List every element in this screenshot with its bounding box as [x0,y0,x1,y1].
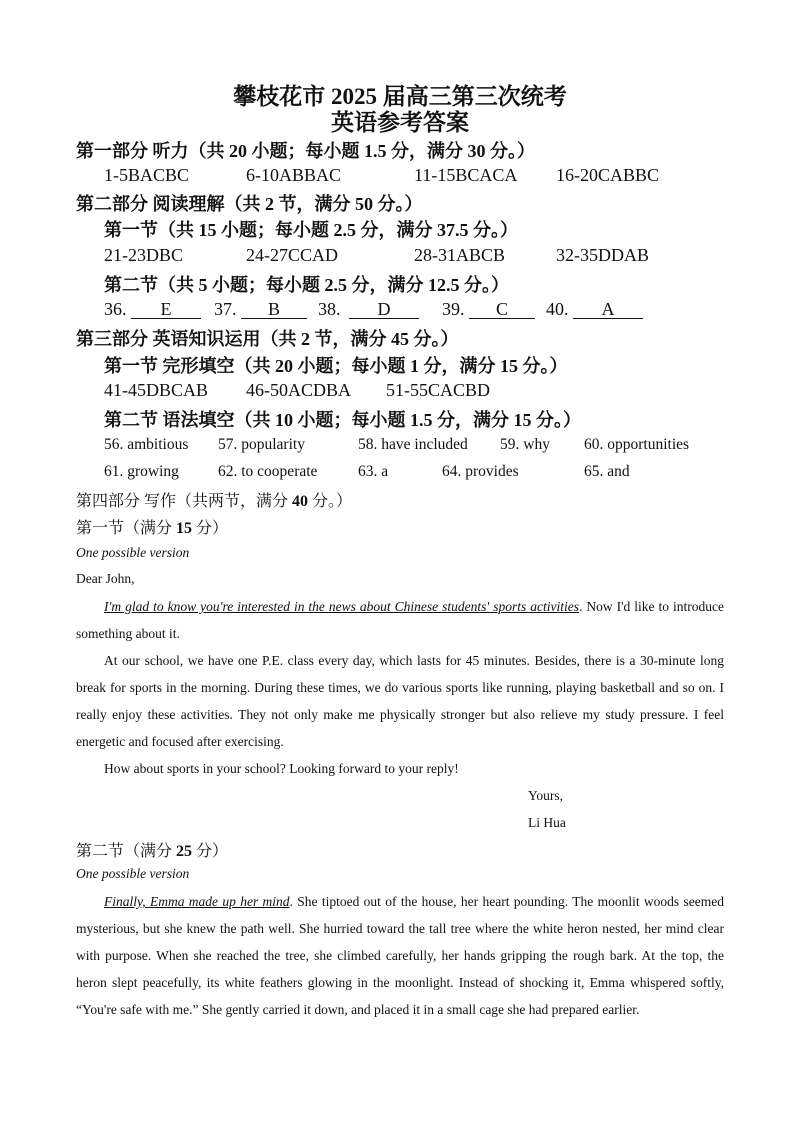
grammar-answer: 64. provides [442,463,519,480]
answer-group: 28-31ABCB [414,245,506,265]
blank-item-37 [214,299,307,320]
answer-group: 6-10ABBAC [246,165,342,185]
grammar-answer: 57. popularity [218,436,305,453]
blank-item-36 [104,299,201,320]
blank-number: 40. [546,299,569,319]
answer-group: 32-35DDAB [556,245,649,265]
grammar-answer: 60. opportunities [584,436,690,453]
blank-answer: A [573,300,643,319]
page-subtitle: 英语参考答案 [331,110,469,135]
part4-heading: 第四部分 写作（共两节，满分 40 分。） [76,493,353,510]
part2-section1-heading: 第一节（共 15 小题；每小题 2.5 分，满分 37.5 分。） [104,220,518,240]
grammar-answer: 65. and [584,463,630,480]
letter-paragraph-2: At our school, we have one P.E. class every day, which lasts for 45 minutes. Besides, there is a 30-minute long break for sports in the morning. During these times, we do various sports like running, playing basketball and so on. I really enjoy these activities. They not only make me physically stronger but also relieve my study pressure. I feel energetic and focused after exercising. [76,653,724,749]
part3-section2-heading: 第二节 语法填空（共 10 小题；每小题 1.5 分，满分 15 分。） [104,410,581,430]
grammar-answer: 59. why [500,436,550,453]
part3-heading: 第三部分 英语知识运用（共 2 节，满分 45 分。） [76,329,459,349]
part1-heading: 第一部分 听力（共 20 小题；每小题 1.5 分，满分 30 分。） [76,141,535,161]
grammar-answer: 58. have included [358,436,468,453]
answer-group: 24-27CCAD [246,245,339,265]
blank-number: 39. [442,299,465,319]
answer-group: 46-50ACDBA [246,380,352,400]
grammar-answer: 56. ambitious [104,436,189,453]
letter-greeting: Dear John, [76,571,135,586]
part3-section1-heading: 第一节 完形填空（共 20 小题；每小题 1 分，满分 15 分。） [104,356,568,376]
grammar-answer: 61. growing [104,463,179,480]
blank-item-38 [318,299,419,320]
part2-heading: 第二部分 阅读理解（共 2 节，满分 50 分。） [76,194,423,214]
story-paragraph: Finally, Emma made up her mind. She tiptoed out of the house, her heart pounding. The moonlit woods seemed mysterious, but she knew the path well. She hurried toward the tall tree where the white heron nested, her mind clear with purpose. When she reached the tree, she climbed carefully, her hands gripping the rough bark. At the top, the heron slept peacefully, its white feathers glowing in the moonlight. Instead of shocking it, Emma whispered softly, “You're safe with me.” She gently carried it down, and placed it in a small cage she had prepared earlier. [76,894,724,1017]
blank-number: 36. [104,299,127,319]
part4-section2-heading: 第二节（满分 25 分） [76,843,229,860]
answer-group: 16-20CABBC [556,165,660,185]
letter-closing: Yours, [528,788,564,803]
letter-signature: Li Hua [528,815,566,830]
page-title: 攀枝花市 2025 届高三第三次统考 [233,84,567,109]
letter-paragraph-3: How about sports in your school? Looking forward to your reply! [104,761,459,776]
answer-group: 41-45DBCAB [104,380,209,400]
blank-number: 37. [214,299,237,319]
grammar-answer: 63. a [358,463,389,480]
blank-answer: B [241,300,307,319]
answer-group: 1-5BACBC [104,165,190,185]
blank-answer: C [469,300,535,319]
version-label: One possible version [76,866,190,881]
part2-section2-heading: 第二节（共 5 小题；每小题 2.5 分，满分 12.5 分。） [104,275,509,295]
answer-group: 51-55CACBD [386,380,491,400]
blank-number: 38. [318,299,341,319]
blank-answer: E [131,300,201,319]
blank-item-40 [546,299,643,320]
grammar-answer: 62. to cooperate [218,463,318,480]
letter-paragraph-1: I'm glad to know you're interested in the news about Chinese students' sports activities. Now I'd like to introduce something about it. [76,599,725,641]
blank-item-39 [442,299,535,320]
answer-group: 11-15BCACA [414,165,518,185]
blank-answer: D [349,300,419,319]
part4-section1-heading: 第一节（满分 15 分） [76,520,229,537]
version-label: One possible version [76,545,190,560]
answer-group: 21-23DBC [104,245,184,265]
